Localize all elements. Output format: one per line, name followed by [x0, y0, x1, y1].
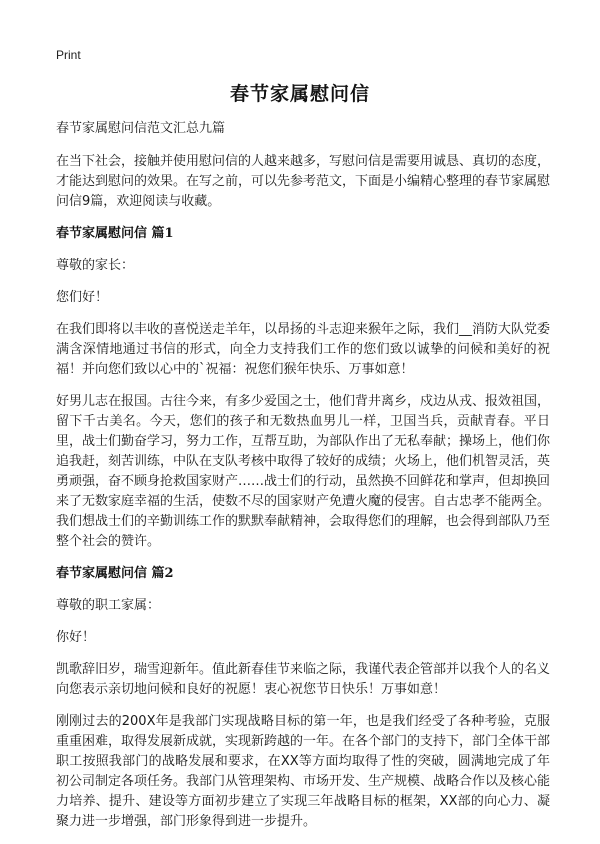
document-title: 春节家属慰问信	[229, 83, 370, 105]
body-paragraph: 凯歌辞旧岁，瑞雪迎新年。值此新春佳节来临之际，我谨代表企管部并以我个人的名义向您表示亲切地问候和良好的祝愿！衷心祝您节日快乐！万事如意！	[56, 662, 551, 697]
body-paragraph: 好男儿志在报国。古往今来，有多少爱国之士，他们背井离乡，戍边从戎、报效祖国，留下千古美名。今天，您们的孩子和无数热血男儿一样，卫国当兵，贡献青春。平日里，战士们勤奋学习，努力工作，互帮互助，为部队作出了无私奉献；操场上，他们你追我赶，刻苦训练，中队在支队考核中取得了较好的成绩；火场上，他们机智灵活，英勇顽强，奋不顾身抢救国家财产……战士们的行动，虽然换不回鲜花和掌声，但却换回来了无数家庭幸福的生活，使数不尽的国家财产免遭火魔的侵害。自古忠孝不能两全。我们想战士们的辛勤训练工作的默默奉献精神，会取得您们的理解，也会得到部队乃至整个社会的赞许。	[56, 394, 551, 549]
intro-paragraph: 在当下社会，接触并使用慰问信的人越来越多，写慰问信是需要用诚恳、真切的态度，才能达到慰问的效果。在写之前，可以先参考范文，下面是小编精心整理的春节家属慰问信9篇，欢迎阅读与收藏。	[56, 154, 551, 209]
section-heading-1: 春节家属慰问信 篇1	[56, 226, 174, 241]
document-body	[56, 119, 550, 844]
salutation-paragraph: 尊敬的职工家属：	[56, 598, 161, 613]
print-label[interactable]: Print	[56, 48, 81, 62]
body-paragraph: 刚刚过去的200X年是我部门实现战略目标的第一年，也是我们经受了各种考验，克服重重困难，取得发展新成就，实现新跨越的一年。在各个部门的支持下，部门全体干部职工按照我部门的战略发展和要求，在XX等方面均取得了性的突破，圆满地完成了年初公司制定各项任务。我部门从管理架构、市场开发、生产规模、战略合作以及核心能力培养、提升、建设等方面初步建立了实现三年战略目标的框架，XX部的向心力、凝聚力进一步增强，部门形象得到进一步提升。	[56, 714, 551, 829]
section-heading-2: 春节家属慰问信 篇2	[56, 566, 174, 581]
greeting-paragraph: 你好！	[56, 630, 96, 645]
body-paragraph: 在我们即将以丰收的喜悦送走羊年，以昂扬的斗志迎来猴年之际，我们__消防大队党委满含深情地通过书信的形式，向全力支持我们工作的您们致以诚挚的问候和美好的祝福！并向您们致以心中的`祝福：祝您们猴年快乐、万事如意！	[56, 322, 551, 377]
greeting-paragraph: 您们好！	[56, 290, 109, 305]
salutation-paragraph: 尊敬的家长：	[56, 258, 135, 273]
document-subtitle: 春节家属慰问信范文汇总九篇	[56, 121, 226, 136]
